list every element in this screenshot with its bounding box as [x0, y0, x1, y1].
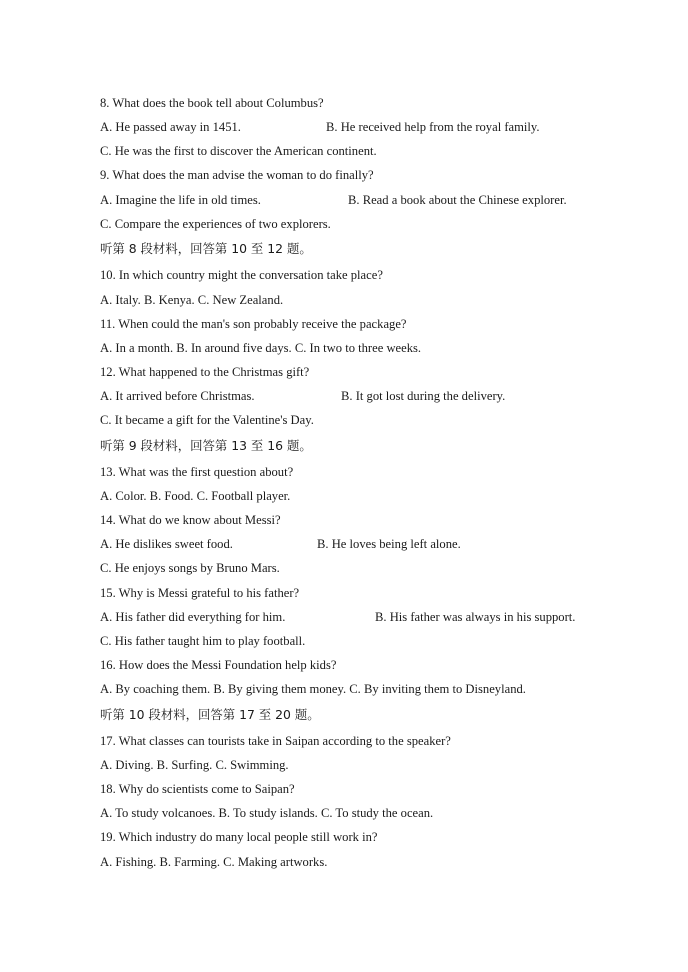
question-8-option-b: B. He received help from the royal family. [326, 120, 540, 134]
question-19-options: A. Fishing. B. Farming. C. Making artworks. [100, 855, 328, 869]
section-9-heading: 听第 9 段材料，回答第 13 至 16 题。 [100, 438, 312, 453]
question-13-options: A. Color. B. Food. C. Football player. [100, 489, 291, 503]
question-12-option-c: C. It became a gift for the Valentine's Day. [100, 413, 314, 427]
question-16-options: A. By coaching them. B. By giving them money. C. By inviting them to Disneyland. [100, 682, 526, 696]
question-10-stem: 10. In which country might the conversation take place? [100, 268, 383, 282]
question-9-option-b: B. Read a book about the Chinese explorer. [348, 193, 567, 207]
question-15-option-b: B. His father was always in his support. [375, 610, 576, 624]
question-10-options: A. Italy. B. Kenya. C. New Zealand. [100, 293, 284, 307]
question-17-stem: 17. What classes can tourists take in Saipan according to the speaker? [100, 734, 451, 748]
question-8-option-c: C. He was the first to discover the American continent. [100, 144, 377, 158]
question-12-option-a: A. It arrived before Christmas. [100, 389, 255, 403]
question-9-option-a: A. Imagine the life in old times. [100, 193, 261, 207]
question-19-stem: 19. Which industry do many local people still work in? [100, 830, 378, 844]
question-12-stem: 12. What happened to the Christmas gift? [100, 365, 310, 379]
question-12-option-b: B. It got lost during the delivery. [341, 389, 506, 403]
section-10-heading: 听第 10 段材料，回答第 17 至 20 题。 [100, 707, 320, 722]
question-9-option-c: C. Compare the experiences of two explorers. [100, 217, 331, 231]
question-14-stem: 14. What do we know about Messi? [100, 513, 281, 527]
question-15-option-a: A. His father did everything for him. [100, 610, 286, 624]
question-18-stem: 18. Why do scientists come to Saipan? [100, 782, 295, 796]
question-9-stem: 9. What does the man advise the woman to do finally? [100, 168, 374, 182]
question-18-options: A. To study volcanoes. B. To study islands. C. To study the ocean. [100, 806, 434, 820]
question-17-options: A. Diving. B. Surfing. C. Swimming. [100, 758, 289, 772]
question-8-stem: 8. What does the book tell about Columbus? [100, 96, 324, 110]
section-8-heading: 听第 8 段材料，回答第 10 至 12 题。 [100, 241, 312, 256]
question-14-option-a: A. He dislikes sweet food. [100, 537, 233, 551]
question-15-stem: 15. Why is Messi grateful to his father? [100, 586, 300, 600]
question-14-option-c: C. He enjoys songs by Bruno Mars. [100, 561, 280, 575]
question-14-option-b: B. He loves being left alone. [317, 537, 461, 551]
question-11-options: A. In a month. B. In around five days. C. In two to three weeks. [100, 341, 422, 355]
question-16-stem: 16. How does the Messi Foundation help kids? [100, 658, 337, 672]
question-11-stem: 11. When could the man's son probably receive the package? [100, 317, 407, 331]
question-15-option-c: C. His father taught him to play football. [100, 634, 306, 648]
question-13-stem: 13. What was the first question about? [100, 465, 294, 479]
question-8-option-a: A. He passed away in 1451. [100, 120, 241, 134]
